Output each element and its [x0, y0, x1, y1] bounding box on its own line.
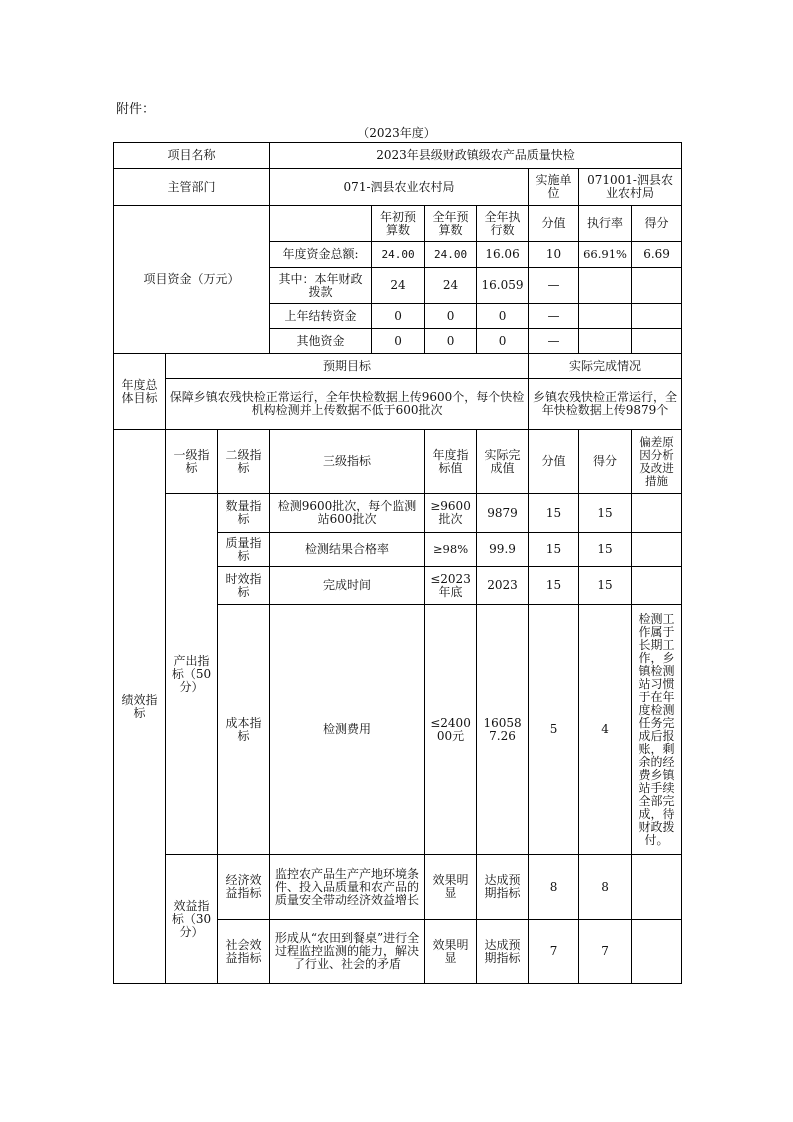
perf-header-level1: 一级指标	[166, 430, 218, 494]
indicator-level3: 检测费用	[270, 605, 425, 855]
funds-row-init: 24	[372, 268, 425, 304]
funds-row-rate: 66.91%	[579, 242, 632, 268]
perf-header-level2: 二级指标	[218, 430, 270, 494]
funds-row-score-value: —	[529, 304, 579, 329]
funds-row-rate	[579, 329, 632, 354]
indicator-score: 15	[579, 567, 632, 605]
year-label: （2023年度）	[357, 126, 436, 140]
indicator-level3: 检测结果合格率	[270, 533, 425, 567]
indicator-level2: 成本指标	[218, 605, 270, 855]
funds-row-label: 其他资金	[270, 329, 372, 354]
project-name-value: 2023年县级财政镇级农产品质量快检	[270, 143, 682, 169]
indicator-target: ≤2023年底	[425, 567, 477, 605]
indicator-note	[632, 920, 682, 984]
funds-row-score	[632, 304, 682, 329]
indicator-score-value: 15	[529, 494, 579, 533]
indicator-level3: 检测9600批次，每个监测站600批次	[270, 494, 425, 533]
indicator-score-value: 8	[529, 855, 579, 920]
indicator-score: 15	[579, 533, 632, 567]
funds-row-exec: 16.06	[477, 242, 529, 268]
funds-row-init: 0	[372, 329, 425, 354]
funds-header-blank	[270, 206, 372, 242]
funds-row-annual: 0	[425, 304, 477, 329]
project-name-label: 项目名称	[114, 143, 270, 169]
indicator-target: ≥98%	[425, 533, 477, 567]
indicator-target: ≤240000元	[425, 605, 477, 855]
indicator-actual: 2023	[477, 567, 529, 605]
attachment-label: 附件：	[116, 102, 156, 117]
indicator-score: 4	[579, 605, 632, 855]
indicator-note	[632, 494, 682, 533]
indicator-note	[632, 855, 682, 920]
funds-row-init: 24.00	[372, 242, 425, 268]
funds-header-score-value: 分值	[529, 206, 579, 242]
indicator-actual: 达成预期指标	[477, 855, 529, 920]
indicator-score: 8	[579, 855, 632, 920]
funds-row-score-value: 10	[529, 242, 579, 268]
funds-header-init: 年初预算数	[372, 206, 425, 242]
funds-row-label: 年度资金总额:	[270, 242, 372, 268]
indicator-note	[632, 533, 682, 567]
performance-evaluation-table	[113, 142, 682, 984]
indicator-score: 15	[579, 494, 632, 533]
indicator-level3: 监控农产品生产产地环境条件、投入品质量和农产品的质量安全带动经济效益增长	[270, 855, 425, 920]
performance-label: 绩效指标	[114, 430, 166, 984]
perf-header-score-value: 分值	[529, 430, 579, 494]
funds-row-exec: 0	[477, 304, 529, 329]
actual-completion-header: 实际完成情况	[529, 354, 682, 379]
indicator-score-value: 15	[529, 567, 579, 605]
funds-row-annual: 24	[425, 268, 477, 304]
indicator-target: 效果明显	[425, 855, 477, 920]
funds-row-exec: 0	[477, 329, 529, 354]
indicator-level2: 经济效益指标	[218, 855, 270, 920]
funds-row-init: 0	[372, 304, 425, 329]
funds-row-rate	[579, 268, 632, 304]
indicator-level3: 形成从“农田到餐桌”进行全过程监控监测的能力，解决了行业、社会的矛盾	[270, 920, 425, 984]
annual-goal-label: 年度总体目标	[114, 354, 166, 430]
dept-label: 主管部门	[114, 169, 270, 206]
indicator-note: 检测工作属于长期工作，乡镇检测站习惯于在年度检测任务完成后报账，剩余的经费乡镇站手续全部完成，待财政拨付。	[632, 605, 682, 855]
indicator-actual: 99.9	[477, 533, 529, 567]
indicator-level2: 社会效益指标	[218, 920, 270, 984]
perf-header-score: 得分	[579, 430, 632, 494]
indicator-score: 7	[579, 920, 632, 984]
indicator-level2: 时效指标	[218, 567, 270, 605]
indicator-score-value: 15	[529, 533, 579, 567]
funds-row-score: 6.69	[632, 242, 682, 268]
funds-row-label: 上年结转资金	[270, 304, 372, 329]
funds-row-score-value: —	[529, 329, 579, 354]
indicator-actual: 9879	[477, 494, 529, 533]
indicator-level2: 数量指标	[218, 494, 270, 533]
funds-row-rate	[579, 304, 632, 329]
dept-value: 071-泗县农业农村局	[270, 169, 529, 206]
perf-header-level3: 三级指标	[270, 430, 425, 494]
indicator-actual: 160587.26	[477, 605, 529, 855]
project-name-row	[114, 143, 682, 169]
funds-row-score	[632, 268, 682, 304]
indicator-level2: 质量指标	[218, 533, 270, 567]
impl-unit-label: 实施单位	[529, 169, 579, 206]
indicator-row	[114, 494, 682, 533]
annual-goal-header-row	[114, 354, 682, 379]
indicator-level3: 完成时间	[270, 567, 425, 605]
funds-row-label: 其中：本年财政拨款	[270, 268, 372, 304]
indicator-score-value: 7	[529, 920, 579, 984]
indicator-note	[632, 567, 682, 605]
perf-header-target: 年度指标值	[425, 430, 477, 494]
performance-header-row	[114, 430, 682, 494]
funds-row-annual: 24.00	[425, 242, 477, 268]
funds-row-score	[632, 329, 682, 354]
level1-benefit: 效益指标（30分）	[166, 855, 218, 984]
indicator-target: 效果明显	[425, 920, 477, 984]
annual-goal-content-row	[114, 379, 682, 430]
indicator-row	[114, 855, 682, 920]
funds-header-annual: 全年预算数	[425, 206, 477, 242]
funds-header-rate: 执行率	[579, 206, 632, 242]
department-row	[114, 169, 682, 206]
expected-goal-header: 预期目标	[166, 354, 529, 379]
perf-header-note: 偏差原因分析及改进措施	[632, 430, 682, 494]
indicator-score-value: 5	[529, 605, 579, 855]
expected-goal-text: 保障乡镇农残快检正常运行，全年快检数据上传9600个，每个快检机构检测并上传数据不低于600批次	[166, 379, 529, 430]
funds-header-exec: 全年执行数	[477, 206, 529, 242]
indicator-target: ≥9600批次	[425, 494, 477, 533]
actual-completion-text: 乡镇农残快检正常运行，全年快检数据上传9879个	[529, 379, 682, 430]
funds-header-row	[114, 206, 682, 242]
funds-section-label: 项目资金（万元）	[114, 206, 270, 354]
level1-output: 产出指标（50分）	[166, 494, 218, 855]
funds-row-annual: 0	[425, 329, 477, 354]
perf-header-actual: 实际完成值	[477, 430, 529, 494]
funds-header-score: 得分	[632, 206, 682, 242]
impl-unit-value: 071001-泗县农业农村局	[579, 169, 682, 206]
indicator-actual: 达成预期指标	[477, 920, 529, 984]
funds-row-exec: 16.059	[477, 268, 529, 304]
funds-row-score-value: —	[529, 268, 579, 304]
